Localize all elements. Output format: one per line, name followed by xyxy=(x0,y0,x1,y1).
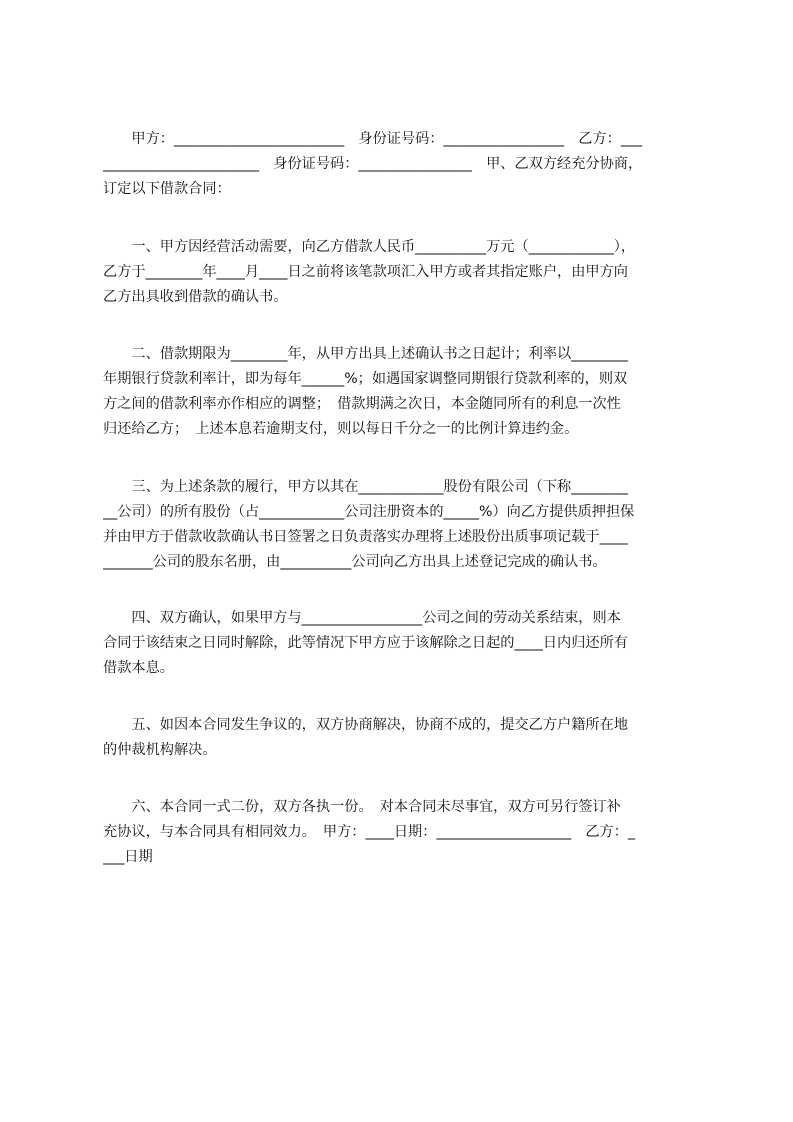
paragraph-clause-4 xyxy=(103,606,703,681)
paragraph-intro xyxy=(103,127,703,202)
text-line: 年期银行贷款利率计，即为每年______%；如遇国家调整同期银行贷款利率的，则双 xyxy=(103,371,628,387)
text-line: 五、如因本合同发生争议的，双方协商解决，协商不成的，提交乙方户籍所在地 xyxy=(103,717,628,733)
paragraph-clause-5 xyxy=(103,713,703,763)
text-line: 四、双方确认，如果甲方与_________________公司之间的劳动关系结束，则本 xyxy=(103,610,621,626)
text-line: 订定以下借款合同： xyxy=(103,181,231,197)
text-line: 合同于该结束之日同时解除，此等情况下甲方应于该解除之日起的____日内归还所有 xyxy=(103,635,628,651)
text-line: 借款本息。 xyxy=(103,660,174,676)
text-line: 方之间的借款利率亦作相应的调整； 借款期满之次日，本金随同所有的利息一次性 xyxy=(103,396,621,412)
text-line: ______________________ 身份证号码：________________ 甲、乙双方经充分协商， xyxy=(103,156,643,172)
text-line: 六、本合同一式二份，双方各执一份。 对本合同未尽事宜，双方可另行签订补 xyxy=(103,799,621,815)
text-line: __公司）的所有股份（占____________公司注册资本的_____%）向乙方提供质押担保 xyxy=(103,504,635,520)
text-line: 充协议，与本合同具有相同效力。 甲方：____日期：___________________ 乙方：_ xyxy=(103,824,636,840)
text-line: 归还给乙方； 上述本息若逾期支付，则以每日千分之一的比例计算违约金。 xyxy=(103,421,579,437)
text-line: 并由甲方于借款收款确认书日签署之日负责落实办理将上述股份出质事项记载于____ xyxy=(103,529,628,545)
text-line: 乙方出具收到借款的确认书。 xyxy=(103,289,288,305)
text-line: 三、为上述条款的履行，甲方以其在____________股份有限公司（下称________ xyxy=(103,479,628,495)
paragraph-clause-1 xyxy=(103,235,703,310)
paragraph-clause-3 xyxy=(103,475,703,575)
text-line: 一、甲方因经营活动需要，向乙方借款人民币__________万元（____________）， xyxy=(103,239,636,255)
text-line: 二、借款期限为________年，从甲方出具上述确认书之日起计；利率以________ xyxy=(103,346,628,362)
paragraph-clause-2 xyxy=(103,342,703,442)
text-line: ___日期 xyxy=(103,849,153,865)
text-line: 的仲裁机构解决。 xyxy=(103,742,217,758)
text-line: _______公司的股东名册，由__________公司向乙方出具上述登记完成的确认书。 xyxy=(103,554,607,570)
text-line: 乙方于________年____月____日之前将该笔款项汇入甲方或者其指定账户，由甲方向 xyxy=(103,264,628,280)
paragraph-clause-6 xyxy=(103,795,703,870)
text-line: 甲方：________________________ 身份证号码：_________________ 乙方：___ xyxy=(103,131,643,147)
